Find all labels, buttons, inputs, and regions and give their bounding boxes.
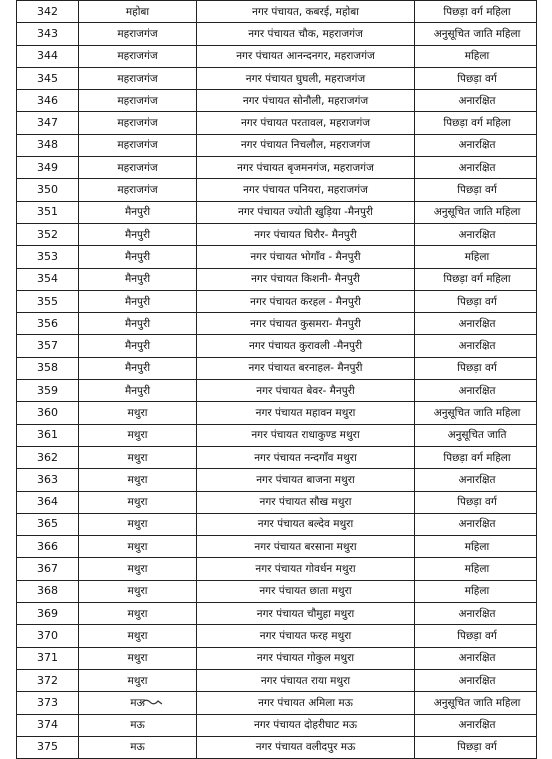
nagar-panchayat-cell: नगर पंचायत अमिला मऊ [197, 692, 415, 714]
district-cell: मथुरा [79, 446, 197, 468]
district-cell: महोबा [79, 1, 197, 23]
nagar-panchayat-cell: नगर पंचायत बृजमनगंज, महराजगंज [197, 157, 415, 179]
serial-number-cell: 370 [17, 625, 79, 647]
serial-number-cell: 356 [17, 313, 79, 335]
nagar-panchayat-cell: नगर पंचायत नन्दगाँव मथुरा [197, 446, 415, 468]
reservation-category-cell: अनारक्षित [415, 223, 537, 245]
reservation-category-cell: अनारक्षित [415, 469, 537, 491]
district-cell: मैनपुरी [79, 290, 197, 312]
district-cell: मथुरा [79, 647, 197, 669]
district-cell: मैनपुरी [79, 223, 197, 245]
serial-number-cell: 359 [17, 380, 79, 402]
nagar-panchayat-cell: नगर पंचायत घिरौर- मैनपुरी [197, 223, 415, 245]
table-row [17, 45, 537, 67]
serial-number-cell: 358 [17, 357, 79, 379]
nagar-panchayat-cell: नगर पंचायत किशनी- मैनपुरी [197, 268, 415, 290]
table-row [17, 313, 537, 335]
district-cell: मऊ [79, 692, 197, 714]
serial-number-cell: 342 [17, 1, 79, 23]
table-row [17, 402, 537, 424]
reservation-category-cell: पिछड़ा वर्ग [415, 67, 537, 89]
nagar-panchayat-cell: नगर पंचायत, कबरई, महोबा [197, 1, 415, 23]
table-row [17, 580, 537, 602]
nagar-panchayat-cell: नगर पंचायत निचलौल, महराजगंज [197, 134, 415, 156]
table-row [17, 491, 537, 513]
reservation-category-cell: पिछड़ा वर्ग [415, 736, 537, 758]
reservation-category-cell: पिछड़ा वर्ग [415, 491, 537, 513]
district-cell: मथुरा [79, 558, 197, 580]
nagar-panchayat-cell: नगर पंचायत घुघली, महराजगंज [197, 67, 415, 89]
table-body [17, 1, 537, 759]
serial-number-cell: 350 [17, 179, 79, 201]
table-row [17, 558, 537, 580]
table-row [17, 67, 537, 89]
reservation-category-cell: अनारक्षित [415, 647, 537, 669]
serial-number-cell: 346 [17, 90, 79, 112]
serial-number-cell: 374 [17, 714, 79, 736]
reservation-category-cell: अनारक्षित [415, 90, 537, 112]
reservation-category-cell: पिछड़ा वर्ग [415, 357, 537, 379]
serial-number-cell: 343 [17, 23, 79, 45]
district-cell: मथुरा [79, 625, 197, 647]
reservation-category-cell: पिछड़ा वर्ग [415, 179, 537, 201]
district-cell: मथुरा [79, 603, 197, 625]
serial-number-cell: 365 [17, 513, 79, 535]
district-cell: महराजगंज [79, 67, 197, 89]
serial-number-cell: 371 [17, 647, 79, 669]
reservation-category-cell: पिछड़ा वर्ग महिला [415, 1, 537, 23]
table-row [17, 692, 537, 714]
district-cell: मैनपुरी [79, 313, 197, 335]
district-cell: मऊ [79, 736, 197, 758]
table-row [17, 290, 537, 312]
table-row [17, 513, 537, 535]
district-cell: मऊ [79, 714, 197, 736]
reservation-category-cell: महिला [415, 45, 537, 67]
table-row [17, 157, 537, 179]
serial-number-cell: 368 [17, 580, 79, 602]
district-cell: मथुरा [79, 402, 197, 424]
reservation-category-cell: महिला [415, 246, 537, 268]
table-row [17, 625, 537, 647]
nagar-panchayat-cell: नगर पंचायत राया मथुरा [197, 669, 415, 691]
serial-number-cell: 348 [17, 134, 79, 156]
district-cell: महराजगंज [79, 134, 197, 156]
nagar-panchayat-cell: नगर पंचायत गोवर्धन मथुरा [197, 558, 415, 580]
serial-number-cell: 375 [17, 736, 79, 758]
serial-number-cell: 372 [17, 669, 79, 691]
district-cell: मथुरा [79, 469, 197, 491]
district-cell: मथुरा [79, 580, 197, 602]
table-row [17, 647, 537, 669]
serial-number-cell: 349 [17, 157, 79, 179]
serial-number-cell: 364 [17, 491, 79, 513]
serial-number-cell: 345 [17, 67, 79, 89]
reservation-category-cell: पिछड़ा वर्ग महिला [415, 446, 537, 468]
table-row [17, 424, 537, 446]
district-cell: मथुरा [79, 669, 197, 691]
nagar-panchayat-cell: नगर पंचायत परतावल, महराजगंज [197, 112, 415, 134]
table-row [17, 134, 537, 156]
reservation-category-cell: महिला [415, 580, 537, 602]
serial-number-cell: 366 [17, 536, 79, 558]
district-cell: मैनपुरी [79, 201, 197, 223]
nagar-panchayat-cell: नगर पंचायत कुसमरा- मैनपुरी [197, 313, 415, 335]
reservation-category-cell: अनुसूचित जाति महिला [415, 692, 537, 714]
nagar-panchayat-cell: नगर पंचायत भोगाँव - मैनपुरी [197, 246, 415, 268]
reservation-category-cell: अनुसूचित जाति महिला [415, 201, 537, 223]
nagar-panchayat-cell: नगर पंचायत राधाकुण्ड मथुरा [197, 424, 415, 446]
serial-number-cell: 357 [17, 335, 79, 357]
table-row [17, 669, 537, 691]
nagar-panchayat-cell: नगर पंचायत करहल - मैनपुरी [197, 290, 415, 312]
table-row [17, 603, 537, 625]
serial-number-cell: 353 [17, 246, 79, 268]
reservation-category-cell: अनारक्षित [415, 714, 537, 736]
district-cell: मथुरा [79, 424, 197, 446]
district-cell: मथुरा [79, 513, 197, 535]
nagar-panchayat-cell: नगर पंचायत ज्योती खुड़िया -मैनपुरी [197, 201, 415, 223]
nagar-panchayat-cell: नगर पंचायत फरह मथुरा [197, 625, 415, 647]
reservation-category-cell: पिछड़ा वर्ग महिला [415, 112, 537, 134]
table-row [17, 112, 537, 134]
serial-number-cell: 355 [17, 290, 79, 312]
nagar-panchayat-cell: नगर पंचायत पनियरा, महराजगंज [197, 179, 415, 201]
table-row [17, 714, 537, 736]
serial-number-cell: 361 [17, 424, 79, 446]
district-cell: महराजगंज [79, 179, 197, 201]
reservation-category-cell: पिछड़ा वर्ग [415, 290, 537, 312]
reservation-category-cell: अनारक्षित [415, 157, 537, 179]
district-cell: महराजगंज [79, 23, 197, 45]
reservation-category-cell: महिला [415, 536, 537, 558]
serial-number-cell: 360 [17, 402, 79, 424]
table-row [17, 380, 537, 402]
reservation-category-cell: अनारक्षित [415, 335, 537, 357]
table-row [17, 201, 537, 223]
serial-number-cell: 354 [17, 268, 79, 290]
district-cell: मैनपुरी [79, 357, 197, 379]
nagar-panchayat-cell: नगर पंचायत महावन मथुरा [197, 402, 415, 424]
district-cell: महराजगंज [79, 157, 197, 179]
district-cell: महराजगंज [79, 45, 197, 67]
nagar-panchayat-cell: नगर पंचायत चौक, महराजगंज [197, 23, 415, 45]
table-row [17, 335, 537, 357]
reservation-category-cell: अनुसूचित जाति महिला [415, 402, 537, 424]
nagar-panchayat-cell: नगर पंचायत बरसाना मथुरा [197, 536, 415, 558]
nagar-panchayat-cell: नगर पंचायत बेवर- मैनपुरी [197, 380, 415, 402]
district-cell: मथुरा [79, 491, 197, 513]
nagar-panchayat-cell: नगर पंचायत दोहरीघाट मऊ [197, 714, 415, 736]
serial-number-cell: 362 [17, 446, 79, 468]
table-row [17, 736, 537, 758]
table-row [17, 469, 537, 491]
reservation-category-cell: महिला [415, 558, 537, 580]
reservation-table [16, 0, 537, 759]
serial-number-cell: 352 [17, 223, 79, 245]
table-row [17, 536, 537, 558]
district-cell: महराजगंज [79, 112, 197, 134]
serial-number-cell: 367 [17, 558, 79, 580]
reservation-category-cell: पिछड़ा वर्ग महिला [415, 268, 537, 290]
reservation-category-cell: पिछड़ा वर्ग [415, 625, 537, 647]
table-row [17, 268, 537, 290]
table-row [17, 446, 537, 468]
table-row [17, 1, 537, 23]
district-cell: मैनपुरी [79, 246, 197, 268]
reservation-category-cell: अनारक्षित [415, 603, 537, 625]
nagar-panchayat-cell: नगर पंचायत छाता मथुरा [197, 580, 415, 602]
table-row [17, 23, 537, 45]
serial-number-cell: 363 [17, 469, 79, 491]
table-row [17, 179, 537, 201]
reservation-category-cell: अनुसूचित जाति महिला [415, 23, 537, 45]
reservation-category-cell: अनारक्षित [415, 669, 537, 691]
nagar-panchayat-cell: नगर पंचायत वलीदपुर मऊ [197, 736, 415, 758]
serial-number-cell: 351 [17, 201, 79, 223]
district-cell: मैनपुरी [79, 335, 197, 357]
reservation-category-cell: अनारक्षित [415, 380, 537, 402]
nagar-panchayat-cell: नगर पंचायत चौमुहा मथुरा [197, 603, 415, 625]
serial-number-cell: 344 [17, 45, 79, 67]
district-cell: मैनपुरी [79, 268, 197, 290]
nagar-panchayat-cell: नगर पंचायत सौख मथुरा [197, 491, 415, 513]
nagar-panchayat-cell: नगर पंचायत बरनाहल- मैनपुरी [197, 357, 415, 379]
reservation-category-cell: अनारक्षित [415, 134, 537, 156]
table-row [17, 223, 537, 245]
district-cell: महराजगंज [79, 90, 197, 112]
nagar-panchayat-cell: नगर पंचायत बल्देव मथुरा [197, 513, 415, 535]
serial-number-cell: 347 [17, 112, 79, 134]
reservation-category-cell: अनारक्षित [415, 313, 537, 335]
district-cell: मैनपुरी [79, 380, 197, 402]
table-row [17, 246, 537, 268]
nagar-panchayat-cell: नगर पंचायत गोकुल मथुरा [197, 647, 415, 669]
serial-number-cell: 373 [17, 692, 79, 714]
table-row [17, 90, 537, 112]
nagar-panchayat-cell: नगर पंचायत आनन्दनगर, महराजगंज [197, 45, 415, 67]
serial-number-cell: 369 [17, 603, 79, 625]
nagar-panchayat-cell: नगर पंचायत बाजना मथुरा [197, 469, 415, 491]
nagar-panchayat-cell: नगर पंचायत कुरावली -मैनपुरी [197, 335, 415, 357]
handwritten-mark [140, 697, 170, 705]
nagar-panchayat-cell: नगर पंचायत सोनौली, महराजगंज [197, 90, 415, 112]
reservation-category-cell: अनुसूचित जाति [415, 424, 537, 446]
reservation-category-cell: अनारक्षित [415, 513, 537, 535]
table-row [17, 357, 537, 379]
district-cell: मथुरा [79, 536, 197, 558]
